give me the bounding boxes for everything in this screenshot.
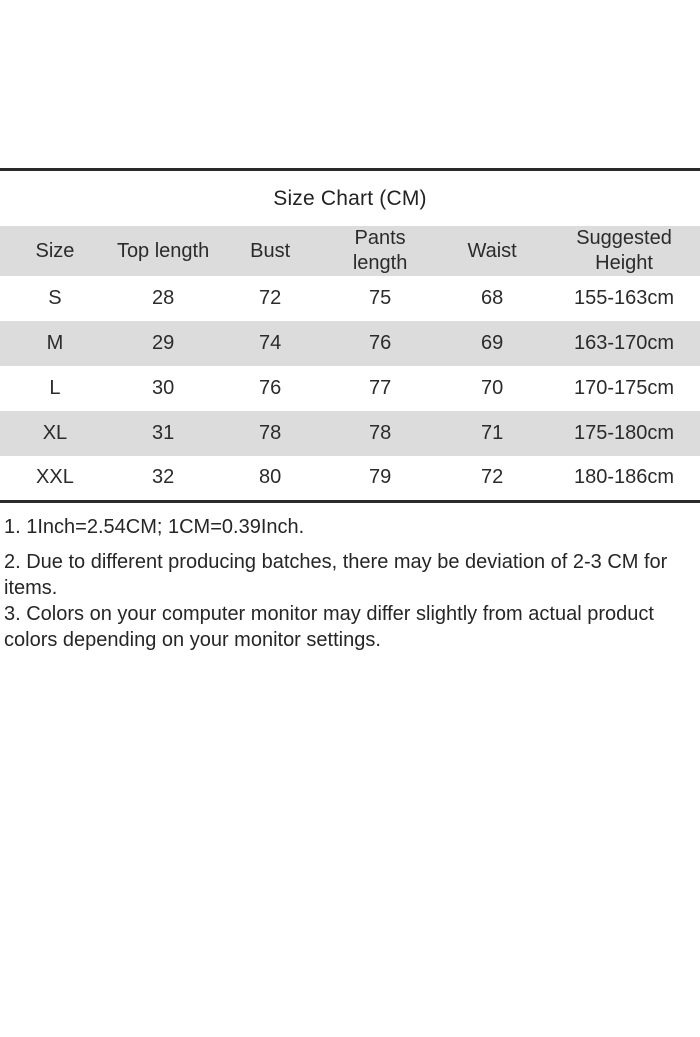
top-length-cell: 31 [151,422,175,444]
bust-cell: 72 [259,287,282,309]
waist-cell: 68 [480,287,504,309]
pants-length-cell: 78 [368,422,392,444]
size-chart-table [0,226,700,503]
pants-length-cell: 76 [368,332,392,354]
size-cell: L [49,377,61,399]
header-row [0,226,700,276]
table-row [0,276,700,321]
table-header [0,226,700,276]
pants-length-cell: 75 [368,287,392,309]
waist-cell: 72 [480,466,504,489]
suggested-height-cell: 170-175cm [574,377,675,399]
column-header-suggested-height: Suggested Height [576,227,672,274]
top-length-cell: 32 [151,466,175,489]
note-inch-conversion: 1. 1Inch=2.54CM; 1CM=0.39Inch. [4,515,305,538]
table-row [0,321,700,366]
column-header-size: Size [35,239,75,262]
bust-cell: 76 [259,377,282,399]
table-row [0,411,700,456]
waist-cell: 70 [480,377,504,399]
bust-cell: 74 [259,332,282,354]
pants-length-cell: 77 [368,377,392,399]
note-deviation: 2. Due to different producing batches, there may be deviation of 2-3 CM for items. [4,550,668,599]
notes-section [0,503,700,653]
size-cell: XXL [36,466,74,489]
size-cell: XL [42,422,68,444]
waist-cell: 69 [480,332,504,354]
size-cell: M [46,332,64,354]
pants-length-cell: 79 [368,466,392,489]
top-length-cell: 28 [151,287,175,309]
column-header-top-length: Top length [116,239,210,262]
column-header-bust: Bust [250,239,291,262]
title-band [0,171,700,226]
chart-title: Size Chart (CM) [273,186,427,210]
size-cell: S [48,287,62,309]
suggested-height-cell: 175-180cm [574,422,675,444]
column-header-waist: Waist [467,239,517,262]
column-header-pants-length: Pants length [352,227,408,274]
top-length-cell: 29 [151,332,175,354]
bust-cell: 78 [259,422,282,444]
table-row [0,456,700,501]
waist-cell: 71 [480,422,504,444]
size-chart-sheet [0,168,700,653]
table-row [0,366,700,411]
table-body [0,276,700,501]
bust-cell: 80 [259,466,282,489]
suggested-height-cell: 163-170cm [574,332,675,354]
note-color-disclaimer: 3. Colors on your computer monitor may differ slightly from actual product colors depending on your monitor settings. [4,602,654,651]
top-length-cell: 30 [151,377,175,399]
suggested-height-cell: 180-186cm [574,466,675,489]
suggested-height-cell: 155-163cm [574,287,675,309]
